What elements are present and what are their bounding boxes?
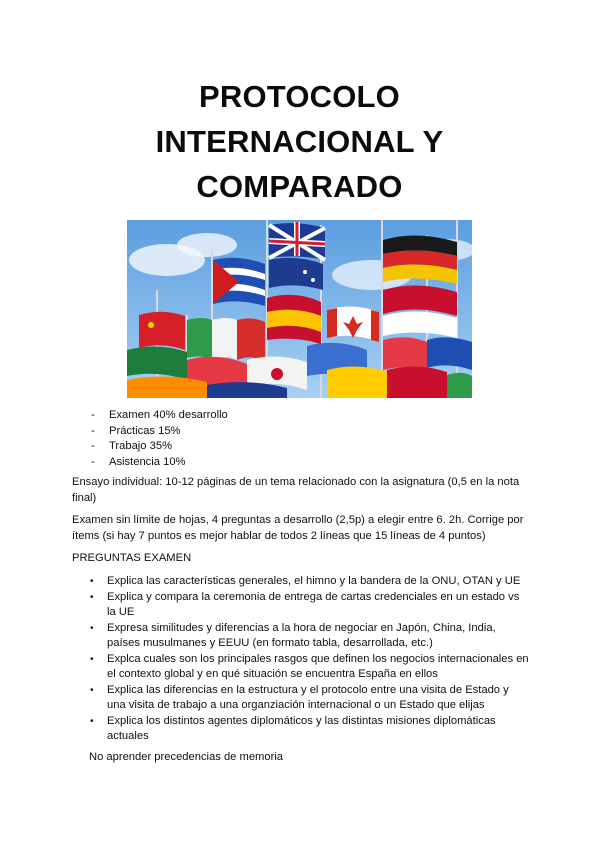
question-text: Explica las características generales, el himno y la bandera de la ONU, OTAN y UE <box>107 575 521 587</box>
question-item <box>89 683 529 714</box>
exam-paragraph: Examen sin límite de hojas, 4 preguntas a desarrollo (2,5p) a elegir entre 6. 2h. Corrige por ítems (si hay 7 puntos es mejor hablar de todos 2 líneas que 15 líneas de 4 puntos) <box>72 514 524 542</box>
grading-item <box>91 408 228 424</box>
dash-marker: - <box>91 440 95 452</box>
bullet-marker: • <box>90 715 94 727</box>
page-title <box>0 74 599 209</box>
grading-item-text: Prácticas 15% <box>109 424 181 437</box>
grading-item-text: Examen 40% desarrollo <box>109 409 228 421</box>
question-item <box>89 574 529 590</box>
title-line-2: INTERNACIONAL Y <box>155 124 444 159</box>
title-line-3: COMPARADO <box>196 169 403 204</box>
bullet-marker: • <box>90 576 94 587</box>
bullet-marker: • <box>90 591 94 603</box>
grading-item <box>91 455 228 471</box>
memory-note: No aprender precedencias de memoria <box>89 751 284 763</box>
bullet-marker: • <box>90 653 94 665</box>
question-text: Explica las diferencias en la estructura y el protocolo entre una visita de Estado y una visita de trabajo a una organziación internacional o un Estado que elijas <box>107 683 509 711</box>
title-line-1: PROTOCOLO <box>198 79 400 114</box>
grading-item-text: Asistencia 10% <box>109 455 186 468</box>
question-text: Explica y compara la ceremonia de entrega de cartas credenciales en un estado vs la UE <box>107 590 520 618</box>
question-item <box>89 621 529 652</box>
dash-marker: - <box>91 409 95 421</box>
questions-list <box>89 574 529 745</box>
question-text: Explca cuales son los principales rasgos que definen los negocios internacionales en el contexto global y en qué situación se encuentra España en ellos <box>107 652 529 680</box>
bullet-marker: • <box>90 622 94 634</box>
question-text: Explica los distintos agentes diplomáticos y las distintas misiones diplomáticas actuales <box>107 714 496 742</box>
question-text: Expresa similitudes y diferencias a la hora de negociar en Japón, China, India, países musulmanes y EEUU (en formato tabla, desarrollada, etc.) <box>107 621 496 649</box>
essay-paragraph: Ensayo individual: 10-12 páginas de un tema relacionado con la asignatura (0,5 en la nota final) <box>72 476 520 504</box>
questions-heading: PREGUNTAS EXAMEN <box>72 552 192 564</box>
grading-item <box>91 424 228 440</box>
question-item <box>89 652 529 683</box>
grading-item <box>91 439 228 455</box>
question-item <box>89 590 529 621</box>
grading-list <box>91 408 228 470</box>
dash-marker: - <box>91 424 95 437</box>
question-item <box>89 714 529 745</box>
grading-item-text: Trabajo 35% <box>109 440 173 452</box>
world-flags-image <box>127 220 472 398</box>
dash-marker: - <box>91 455 95 468</box>
bullet-marker: • <box>90 684 94 696</box>
